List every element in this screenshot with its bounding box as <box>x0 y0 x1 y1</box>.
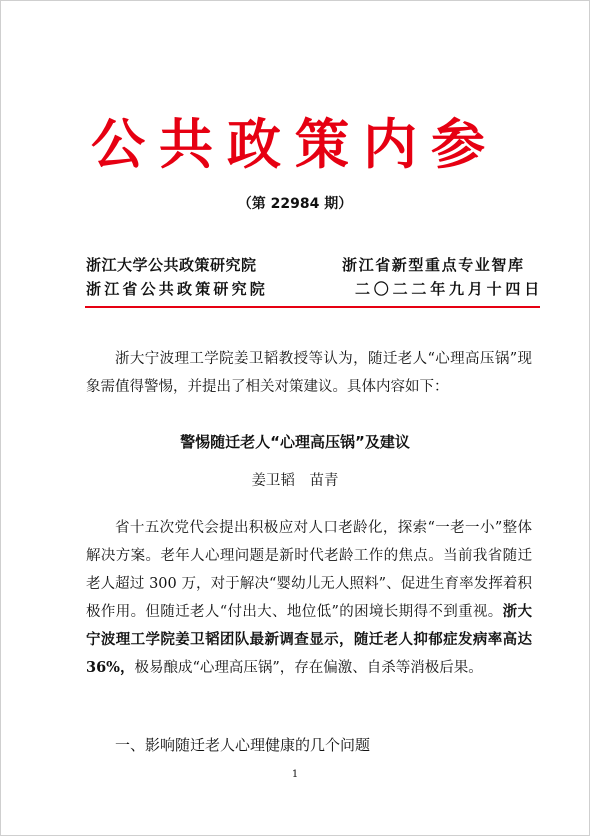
issue-number: （第 22984 期） <box>237 196 353 212</box>
section-heading: 一、影响随迁老人心理健康的几个问题 <box>115 736 371 754</box>
page-number: 1 <box>291 769 299 780</box>
header-divider <box>85 306 540 308</box>
masthead-title: 公共政策内参 <box>91 112 499 176</box>
publisher-left-2: 浙江省公共政策研究院 <box>86 280 269 298</box>
body-text-tail: 极易酿成“心理高压锅”，存在偏激、自杀等消极后果。 <box>134 660 483 676</box>
body-text: 省十五次党代会提出积极应对人口老龄化，探索“一老一小”整体解决方案。老年人心理问题是新时代老龄工作的焦点。当前我省随迁老人超过 300 万，对于解决“婴幼儿无人照料”、促进生育率发挥着积极作用。但随迁老人“付出大、地位低”的困境长期得不到重视。 <box>86 520 532 620</box>
article-authors: 姜卫韬 苗青 <box>251 473 339 489</box>
publisher-left-1: 浙江大学公共政策研究院 <box>86 256 257 274</box>
body-highlight: 浙大宁波理工学院姜卫韬团队最新调查显示，随迁老人抑郁症发病率高达 36%， <box>86 603 532 676</box>
publish-date: 二〇二二年九月十四日 <box>355 280 544 298</box>
body-paragraph <box>86 514 532 682</box>
intro-paragraph: 浙大宁波理工学院姜卫韬教授等认为，随迁老人“心理高压锅”现象需值得警惕，并提出了相关对策建议。具体内容如下： <box>86 351 532 395</box>
publisher-right-1: 浙江省新型重点专业智库 <box>342 256 525 274</box>
article-title: 警惕随迁老人“心理高压锅”及建议 <box>180 433 410 451</box>
